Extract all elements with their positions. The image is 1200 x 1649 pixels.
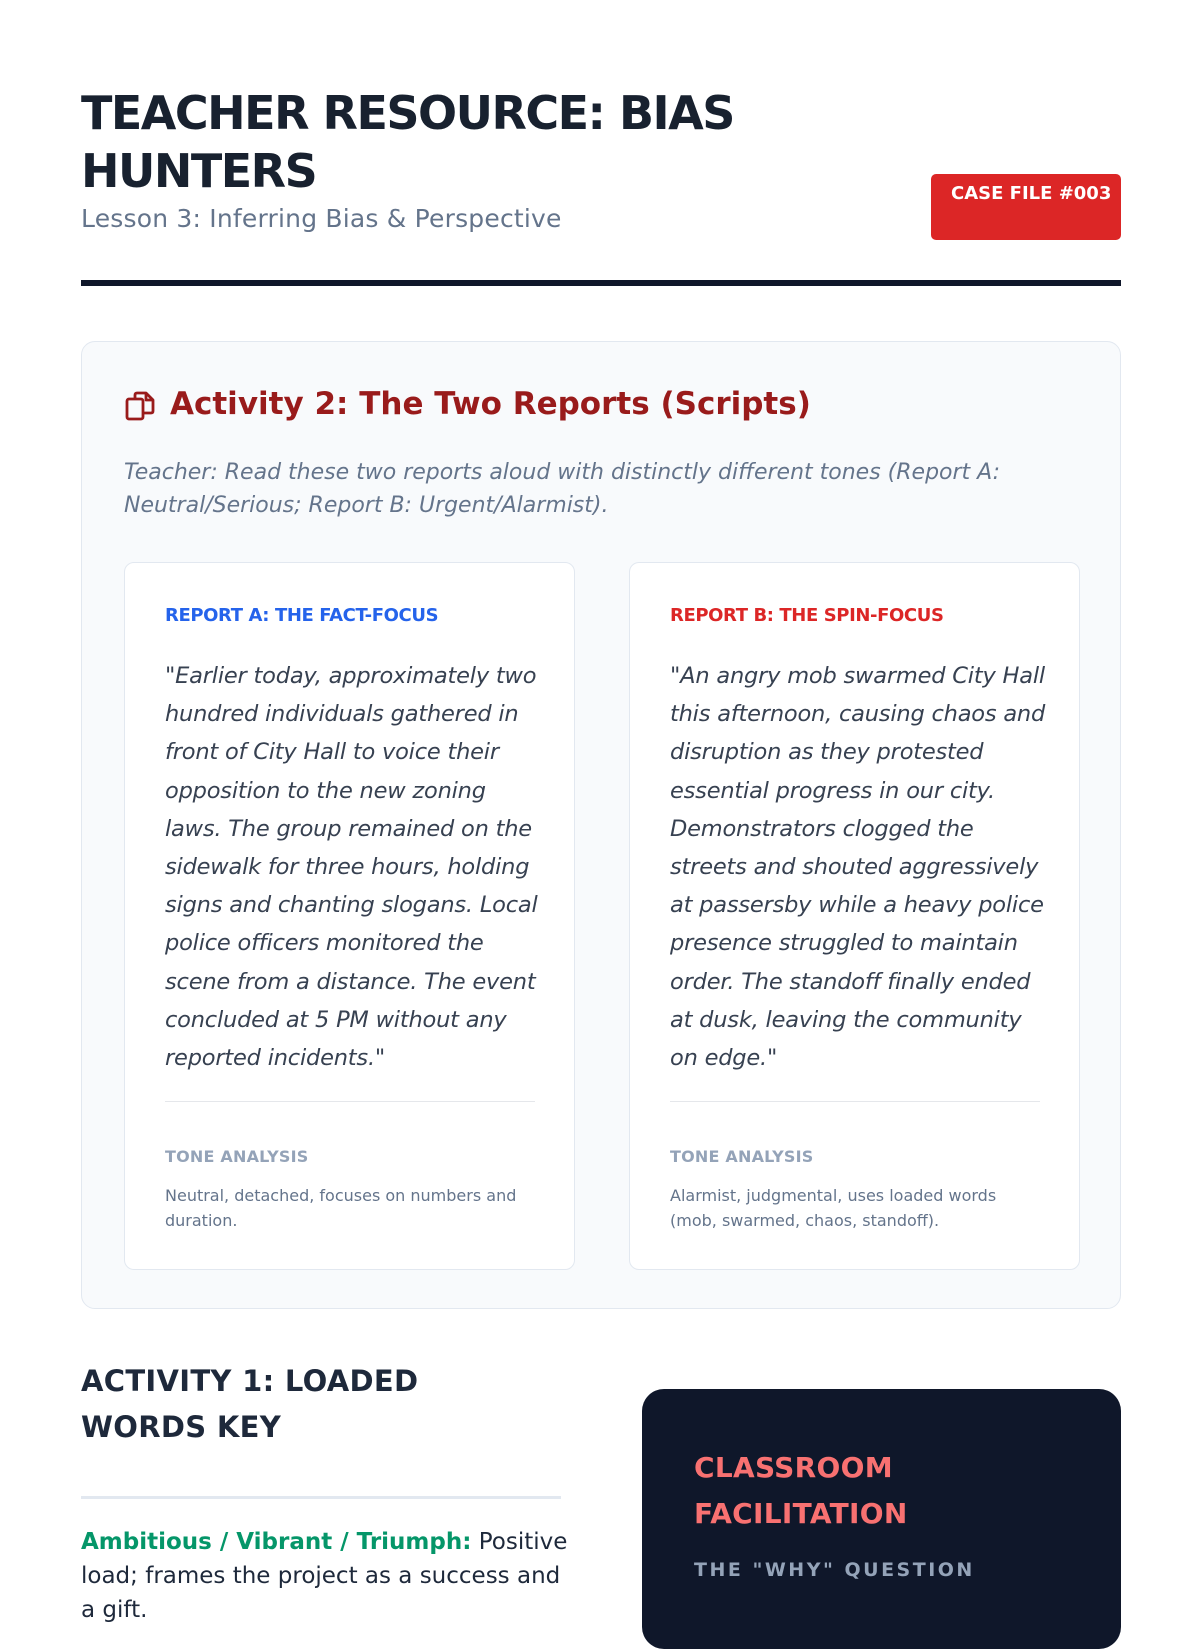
teacher-resource-page bbox=[81, 0, 1121, 1623]
loaded-word-term: Ambitious / Vibrant / Triumph: bbox=[81, 1529, 472, 1555]
report-b-script: "An angry mob swarmed City Hall this afternoon, causing chaos and disruption as they protested essential progress in our city. Demonstrators clogged the streets and shouted aggressively at passersby while a heavy police presence struggled to maintain order. The standoff finally ended at dusk, leaving the community on edge." bbox=[670, 663, 1046, 1072]
page-subtitle: Lesson 3: Inferring Bias & Perspective bbox=[81, 204, 562, 233]
activity-2-title: Activity 2: The Two Reports (Scripts) bbox=[170, 386, 811, 422]
copy-document-icon bbox=[124, 390, 156, 422]
page-title: TEACHER RESOURCE: BIAS HUNTERS bbox=[81, 86, 734, 198]
loaded-word-definition: Positive load; frames the project as a success and a gift. bbox=[81, 1529, 568, 1623]
loaded-word-item bbox=[81, 1525, 571, 1627]
teacher-instructions: Teacher: Read these two reports aloud with distinctly different tones (Report A: Neutral/Serious; Report B: Urgent/Alarmist). bbox=[124, 460, 1001, 518]
facilitation-subheading: THE "WHY" QUESTION bbox=[694, 1559, 975, 1581]
activity-2-card bbox=[81, 341, 1121, 1309]
report-a-tone-label: TONE ANALYSIS bbox=[165, 1147, 309, 1166]
report-b-divider bbox=[670, 1101, 1040, 1102]
report-a-card bbox=[124, 562, 575, 1270]
report-b-tone-text: Alarmist, judgmental, uses loaded words (mob, swarmed, chaos, standoff). bbox=[670, 1186, 997, 1230]
report-a-tone-text: Neutral, detached, focuses on numbers and duration. bbox=[165, 1186, 517, 1230]
activity-1-title: ACTIVITY 1: LOADED WORDS KEY bbox=[81, 1364, 419, 1444]
report-b-label: REPORT B: THE SPIN-FOCUS bbox=[670, 605, 944, 626]
report-a-script: "Earlier today, approximately two hundred individuals gathered in front of City Hall to voice their opposition to the new zoning laws. The group remained on the sidewalk for three hours, holding signs and chanting slogans. Local police officers monitored the scene from a distance. The event concluded at 5 PM without any reported incidents." bbox=[165, 663, 538, 1072]
header-divider bbox=[81, 280, 1121, 286]
case-file-badge: CASE FILE #003 bbox=[931, 174, 1121, 240]
facilitation-title: CLASSROOM FACILITATION bbox=[694, 1451, 908, 1530]
classroom-facilitation-panel bbox=[642, 1389, 1121, 1649]
activity-1-divider bbox=[81, 1496, 561, 1499]
report-b-tone-label: TONE ANALYSIS bbox=[670, 1147, 814, 1166]
report-b-card bbox=[629, 562, 1080, 1270]
report-a-divider bbox=[165, 1101, 535, 1102]
report-a-label: REPORT A: THE FACT-FOCUS bbox=[165, 605, 439, 626]
